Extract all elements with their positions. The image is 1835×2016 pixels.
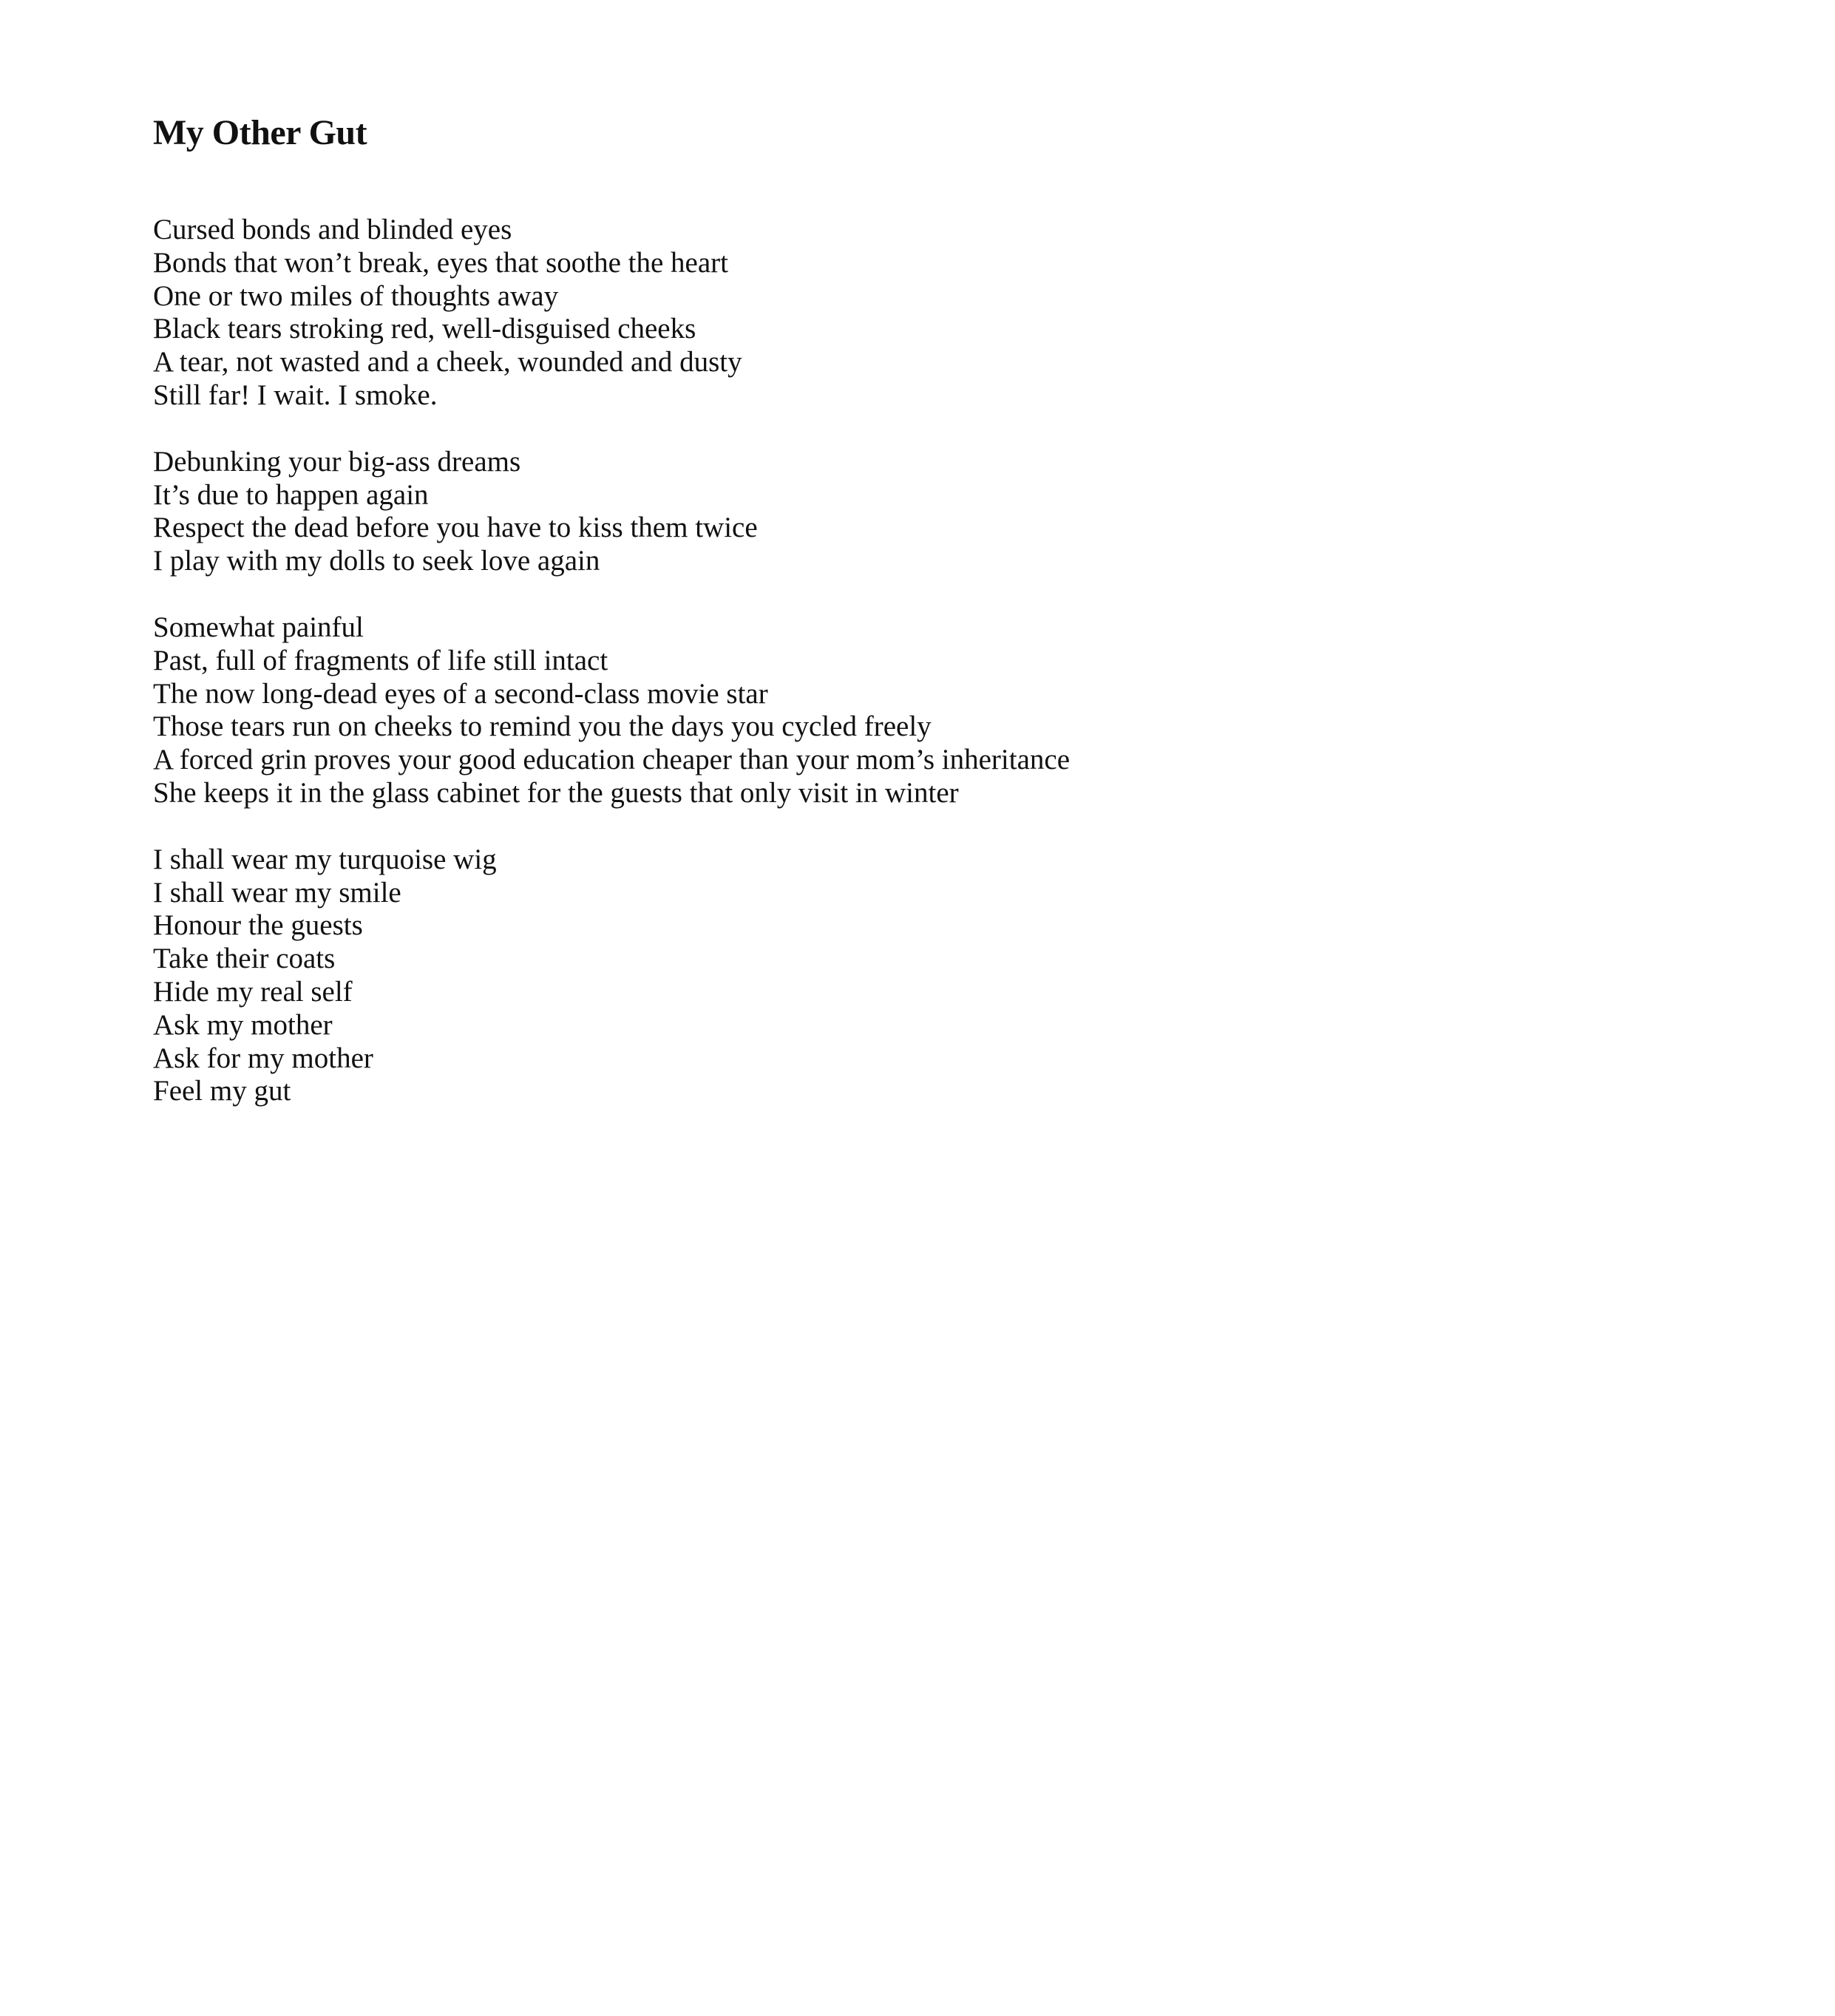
poem-line: Cursed bonds and blinded eyes — [153, 214, 512, 245]
poem-line: One or two miles of thoughts away — [153, 279, 559, 312]
poem-line: She keeps it in the glass cabinet for the guests that only visit in winter — [153, 776, 959, 809]
poem-line: I play with my dolls to seek love again — [153, 545, 600, 577]
poem-line: Those tears run on cheeks to remind you the days you cycled freely — [153, 710, 932, 743]
poem-line: The now long-dead eyes of a second-class movie star — [153, 677, 768, 710]
poem-line: Past, full of fragments of life still intact — [153, 644, 608, 676]
stanza-2 — [153, 446, 1706, 578]
poem-line: Debunking your big-ass dreams — [153, 445, 521, 478]
poem-line: Ask for my mother — [153, 1042, 373, 1074]
poem-line: Feel my gut — [153, 1075, 291, 1107]
poem-line: A tear, not wasted and a cheek, wounded and dusty — [153, 346, 742, 379]
poem-line: A forced grin proves your good education cheaper than your mom’s inheritance — [153, 744, 1071, 776]
poem-line: Somewhat painful — [153, 611, 364, 643]
poem-title: My Other Gut — [153, 113, 367, 152]
poem-line: Black tears stroking red, well-disguised cheeks — [153, 313, 696, 345]
poem-line: It’s due to happen again — [153, 478, 429, 511]
poem-line: I shall wear my smile — [153, 876, 401, 909]
poem-line: Respect the dead before you have to kiss them twice — [153, 512, 758, 544]
poem-line: Take their coats — [153, 943, 336, 975]
poem-line: Still far! I wait. I smoke. — [153, 379, 438, 411]
poem-body — [153, 214, 1706, 1108]
stanza-3 — [153, 611, 1706, 810]
stanza-4 — [153, 844, 1706, 1108]
poem-line: Honour the guests — [153, 909, 363, 942]
document-page — [153, 103, 1706, 1141]
poem-line: Hide my real self — [153, 975, 353, 1008]
poem-line: Bonds that won’t break, eyes that soothe the heart — [153, 246, 729, 279]
poem-line: Ask my mother — [153, 1008, 333, 1041]
stanza-1 — [153, 214, 1706, 413]
poem-line: I shall wear my turquoise wig — [153, 843, 497, 875]
